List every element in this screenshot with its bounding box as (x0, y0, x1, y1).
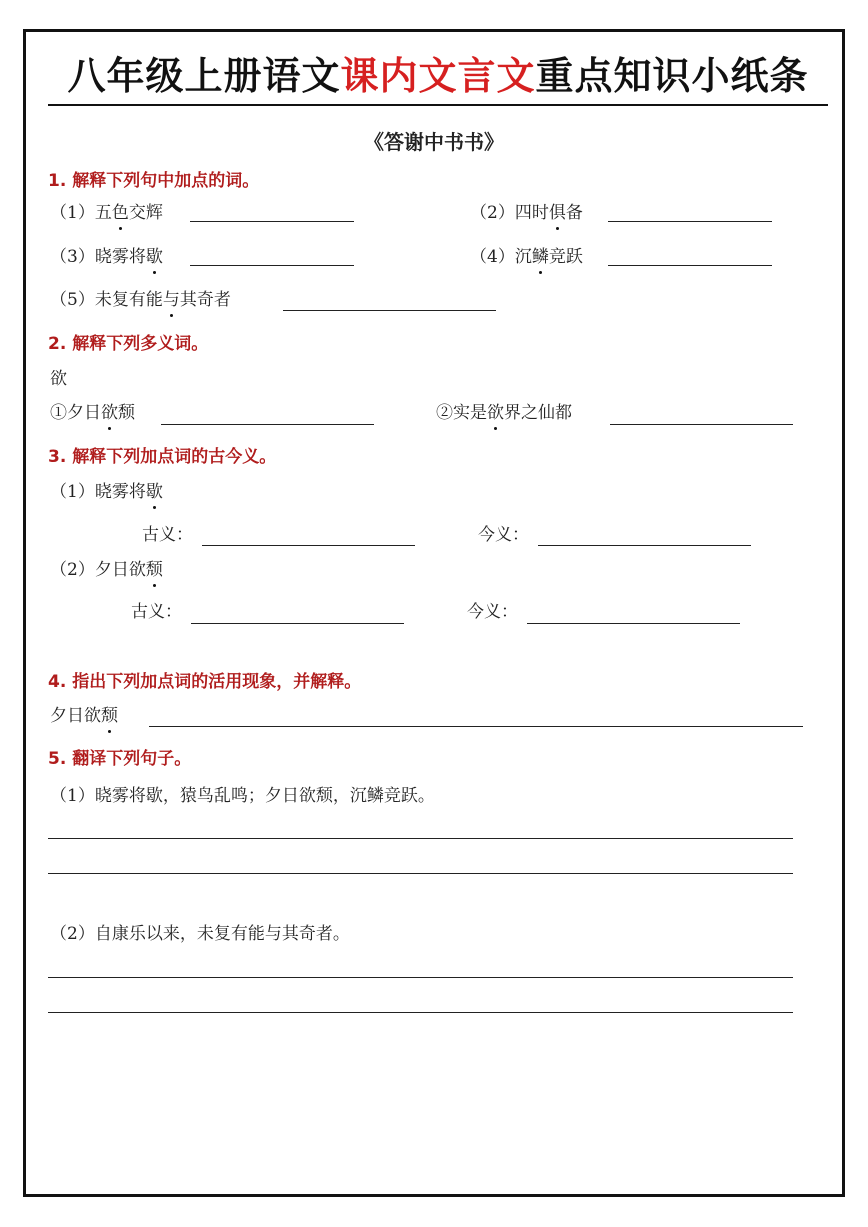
q1-item-2: （2）四时俱备 (470, 203, 583, 223)
q3-old-label-1: 古义： (142, 525, 193, 545)
q2-heading: 2. 解释下列多义词。 (48, 334, 209, 354)
q5-answer-2-line-2[interactable] (48, 1012, 793, 1013)
q1-answer-1[interactable] (190, 221, 354, 222)
q4-answer[interactable] (149, 726, 803, 727)
q1-answer-4[interactable] (608, 265, 772, 266)
q1-answer-3[interactable] (190, 265, 354, 266)
q5-heading: 5. 翻译下列句子。 (48, 749, 192, 769)
q1-item-1: （1）五色交辉 (50, 203, 163, 223)
q2-answer-2[interactable] (610, 424, 793, 425)
q3-old-label-2: 古义： (131, 602, 182, 622)
page-title (48, 52, 828, 100)
q1-item-4: （4）沉鳞竞跃 (470, 247, 583, 267)
q4-phrase: 夕日欲颓 (50, 706, 118, 726)
q5-sentence-2: （2）自康乐以来，未复有能与其奇者。 (50, 924, 350, 944)
q3-new-label-1: 今义： (478, 525, 529, 545)
q5-answer-1-line-1[interactable] (48, 838, 793, 839)
title-highlight: 课内文言文 (340, 54, 536, 98)
q3-item-1: （1）晓雾将歇 (50, 482, 163, 502)
q2-answer-1[interactable] (161, 424, 374, 425)
q2-item-2: ②实是欲界之仙都 (436, 403, 572, 423)
q5-answer-2-line-1[interactable] (48, 977, 793, 978)
q1-item-5: （5）未复有能与其奇者 (50, 290, 231, 310)
q3-new-label-2: 今义： (467, 602, 518, 622)
q1-answer-5[interactable] (283, 310, 496, 311)
q5-answer-1-line-2[interactable] (48, 873, 793, 874)
title-prefix: 八年级上册语文 (67, 54, 341, 98)
q3-heading: 3. 解释下列加点词的古今义。 (48, 447, 277, 467)
q4-heading: 4. 指出下列加点词的活用现象，并解释。 (48, 672, 362, 692)
q1-answer-2[interactable] (608, 221, 772, 222)
title-rule (48, 104, 828, 106)
q3-old-answer-1[interactable] (202, 545, 415, 546)
q3-old-answer-2[interactable] (191, 623, 404, 624)
text-title: 《答谢中书书》 (364, 130, 504, 154)
q3-new-answer-2[interactable] (527, 623, 740, 624)
q2-word: 欲 (50, 369, 67, 389)
q5-sentence-1: （1）晓雾将歇，猿鸟乱鸣；夕日欲颓，沉鳞竞跃。 (50, 786, 435, 806)
q1-item-3: （3）晓雾将歇 (50, 247, 163, 267)
title-suffix: 重点知识小纸条 (535, 54, 809, 98)
q3-new-answer-1[interactable] (538, 545, 751, 546)
q3-item-2: （2）夕日欲颓 (50, 560, 163, 580)
q2-item-1: ①夕日欲颓 (50, 403, 135, 423)
q1-heading: 1. 解释下列句中加点的词。 (48, 171, 260, 191)
